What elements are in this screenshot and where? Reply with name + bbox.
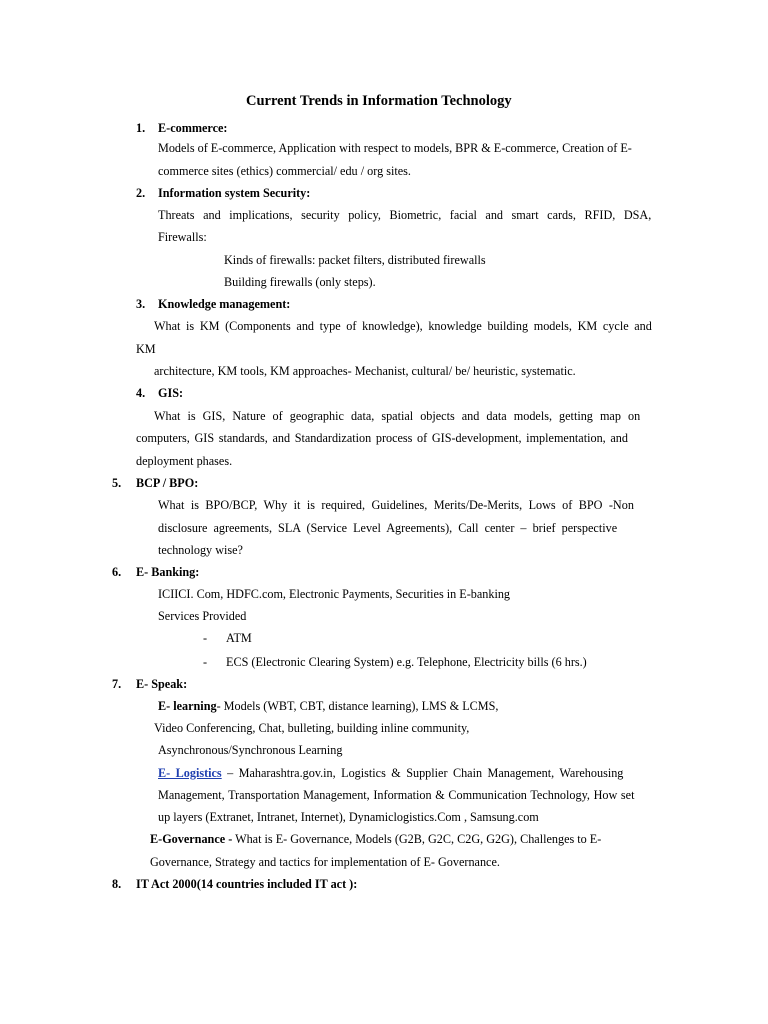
body-line: ICIICI. Com, HDFC.com, Electronic Payments, Securities in E-banking: [158, 587, 511, 601]
section-number-4: 4.: [136, 386, 146, 400]
elogistics-text: – Maharashtra.gov.in, Logistics & Supplier Chain Management, Warehousing: [221, 766, 624, 780]
bullet-dash: -: [203, 631, 208, 645]
body-line: architecture, KM tools, KM approaches- Mechanist, cultural/ be/ heuristic, systematic.: [154, 364, 576, 378]
body-line: What is GIS, Nature of geographic data, spatial objects and data models, getting map on: [154, 409, 641, 423]
section-heading-bcp-bpo: BCP / BPO:: [136, 476, 199, 490]
section-heading-ecommerce: E-commerce:: [158, 121, 228, 135]
bullet-dash: -: [203, 655, 208, 669]
elearning-text: - Models (WBT, CBT, distance learning), LMS & LCMS,: [216, 699, 499, 713]
bullet-text: ATM: [226, 631, 252, 645]
body-line: Firewalls:: [158, 230, 207, 244]
body-line: Management, Transportation Management, Information & Communication Technology, How set: [158, 788, 635, 802]
egov-line: [150, 832, 601, 847]
section-heading-gis: GIS:: [158, 386, 184, 400]
section-number-1: 1.: [136, 121, 146, 135]
elearning-line: [158, 699, 498, 714]
body-line: disclosure agreements, SLA (Service Level Agreements), Call center – brief perspective: [158, 521, 618, 535]
section-number-2: 2.: [136, 186, 146, 200]
body-line: What is KM (Components and type of knowledge), knowledge building models, KM cycle and: [154, 319, 652, 333]
body-line: Governance, Strategy and tactics for implementation of E- Governance.: [150, 855, 500, 869]
page-title: Current Trends in Information Technology: [246, 93, 512, 109]
body-line: computers, GIS standards, and Standardization process of GIS-development, implementation, and: [136, 431, 628, 445]
body-line: up layers (Extranet, Intranet, Internet), Dynamiclogistics.Com , Samsung.com: [158, 810, 539, 824]
elogistics-link[interactable]: E- Logistics: [158, 766, 222, 780]
body-line: Asynchronous/Synchronous Learning: [158, 743, 343, 757]
body-line: What is BPO/BCP, Why it is required, Guidelines, Merits/De-Merits, Lows of BPO -Non: [158, 498, 634, 512]
section-heading-espeak: E- Speak:: [136, 677, 188, 691]
body-line: Services Provided: [158, 609, 247, 623]
section-number-6: 6.: [112, 565, 122, 579]
egov-label: E-Governance -: [150, 832, 233, 846]
indented-line: Kinds of firewalls: packet filters, distributed firewalls: [224, 253, 486, 267]
body-line: Video Conferencing, Chat, bulleting, building inline community,: [154, 721, 470, 735]
body-line: deployment phases.: [136, 454, 233, 468]
section-heading-ebanking: E- Banking:: [136, 565, 200, 579]
body-line: Models of E-commerce, Application with respect to models, BPR & E-commerce, Creation of E-: [158, 141, 632, 155]
body-line: technology wise?: [158, 543, 243, 557]
section-number-5: 5.: [112, 476, 122, 490]
section-heading-it-act: IT Act 2000(14 countries included IT act ):: [136, 877, 358, 891]
body-line: commerce sites (ethics) commercial/ edu / org sites.: [158, 164, 411, 178]
section-number-8: 8.: [112, 877, 122, 891]
elogistics-line: [158, 766, 623, 781]
body-line: KM: [136, 342, 156, 356]
section-number-3: 3.: [136, 297, 146, 311]
egov-text: What is E- Governance, Models (G2B, G2C, C2G, G2G), Challenges to E-: [232, 832, 602, 846]
body-line: Threats and implications, security policy, Biometric, facial and smart cards, RFID, DSA,: [158, 208, 652, 222]
section-number-7: 7.: [112, 677, 122, 691]
section-heading-security: Information system Security:: [158, 186, 311, 200]
bullet-text: ECS (Electronic Clearing System) e.g. Telephone, Electricity bills (6 hrs.): [226, 655, 587, 669]
section-heading-km: Knowledge management:: [158, 297, 291, 311]
elearning-label: E- learning: [158, 699, 217, 713]
indented-line: Building firewalls (only steps).: [224, 275, 376, 289]
